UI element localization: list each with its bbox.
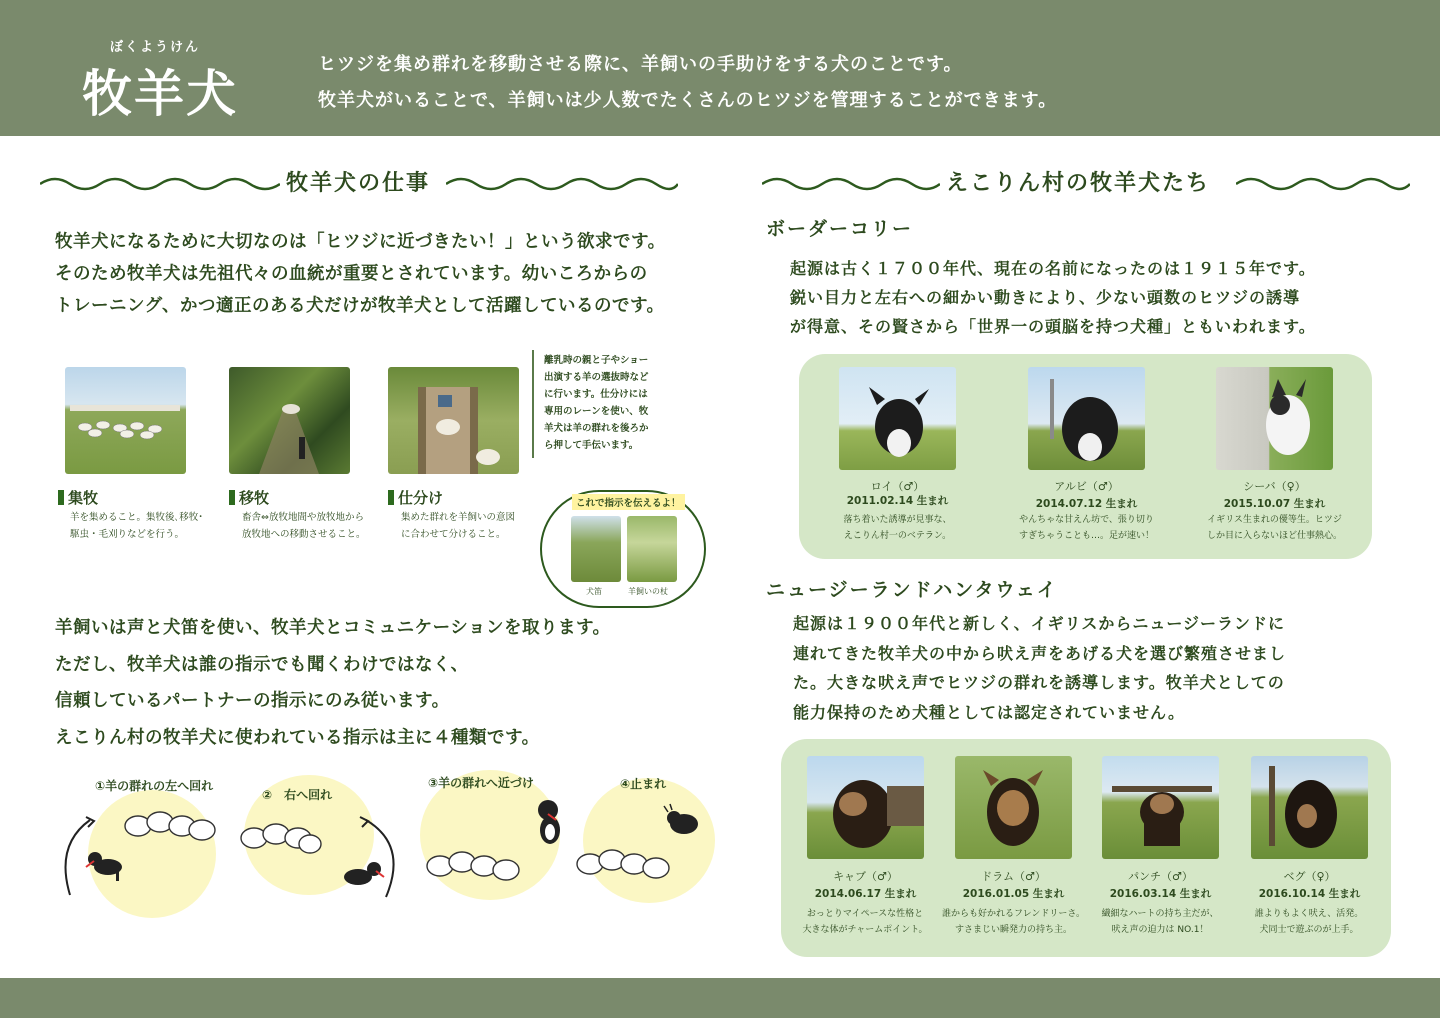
dog-desc-line: 誰からも好かれるフレンドリーさ。 bbox=[941, 909, 1086, 919]
dog-desc-sheba bbox=[1192, 512, 1357, 544]
note-line: ら押して手伝います。 bbox=[544, 440, 639, 451]
wave-decoration-left-2 bbox=[446, 172, 678, 192]
wave-decoration-left-1 bbox=[40, 172, 280, 192]
comm-line: えこりん村の牧羊犬に使われている指示は主に４種類です。 bbox=[55, 727, 540, 748]
command-label-4: ④止まれ bbox=[620, 777, 667, 791]
note-line: 羊犬は羊の群れを後ろか bbox=[544, 423, 649, 434]
breed-text-line: 連れてきた牧羊犬の中から吠え声をあげる犬を選び繁殖させまし bbox=[793, 643, 1287, 663]
bubble-item-staff: 羊飼いの杖 bbox=[628, 587, 668, 596]
dog-desc-line: 誰よりもよく吠え、活発。 bbox=[1254, 909, 1364, 919]
page-title: 牧羊犬 bbox=[82, 65, 238, 123]
dog-birth-albi: 2014.07.12 生まれ bbox=[1035, 498, 1138, 510]
dog-desc-line: 大きな体がチャームポイント。 bbox=[802, 925, 928, 935]
photo-staff bbox=[627, 516, 677, 582]
dog-desc-albi bbox=[1006, 512, 1167, 544]
sheep-group-icon bbox=[120, 802, 220, 848]
work-desc-line: 羊を集めること。集牧後､移牧･ bbox=[70, 512, 204, 523]
breed-title-border-collie: ボーダーコリー bbox=[766, 218, 914, 240]
section-title-dogs: えこりん村の牧羊犬たち bbox=[946, 171, 1211, 196]
work-desc-sorting bbox=[401, 509, 515, 543]
work-label-gathering: 集牧 bbox=[58, 487, 98, 508]
note-divider bbox=[532, 350, 534, 458]
section-title-work: 牧羊犬の仕事 bbox=[286, 171, 431, 196]
dog-desc-line: 落ち着いた誘導が見事な、 bbox=[843, 515, 952, 525]
breed-text-line: 起源は古く１７００年代、現在の名前になったのは１９１５年です。 bbox=[790, 259, 1316, 278]
wave-decoration-right-2 bbox=[1236, 172, 1410, 192]
dog-desc-line: 犬同士で遊ぶのが上手。 bbox=[1259, 925, 1359, 935]
dog-birth-drum: 2016.01.05 生まれ bbox=[962, 888, 1065, 900]
wave-decoration-right-1 bbox=[762, 172, 940, 192]
note-line: 専用のレーンを使い、牧 bbox=[544, 406, 649, 417]
photo-dog-drum bbox=[955, 756, 1072, 859]
breed-text-line: が得意、その賢さから「世界一の頭脳を持つ犬種」ともいわれます。 bbox=[790, 317, 1316, 336]
comm-line: 信頼しているパートナーの指示にのみ従います。 bbox=[55, 691, 450, 711]
dog-name-albi: アルビ（♂） bbox=[1054, 480, 1119, 493]
footer-band bbox=[0, 978, 1440, 1018]
dog-desc-peg bbox=[1236, 906, 1382, 938]
dog-run-right-icon bbox=[336, 815, 416, 905]
work-desc-gathering bbox=[70, 509, 203, 543]
sorting-note bbox=[544, 352, 649, 454]
breed-text-line: 能力保持のため犬種としては認定されていません。 bbox=[793, 702, 1185, 722]
breed-text-line: た。大きな吠え声でヒツジの群れを誘導します。牧羊犬としての bbox=[793, 673, 1285, 692]
dog-desc-line: やんちゃな甘えん坊で、張り切り bbox=[1019, 515, 1154, 525]
work-desc-line: 駆虫・毛刈りなどを行う。 bbox=[70, 529, 185, 540]
bubble-heading: これで指示を伝えるよ！ bbox=[572, 494, 685, 510]
dog-birth-roy: 2011.02.14 生まれ bbox=[846, 495, 949, 507]
header-line-1: ヒツジを集め群れを移動させる際に、羊飼いの手助けをする犬のことです。 bbox=[318, 54, 963, 75]
note-line: 出演する羊の選抜時など bbox=[544, 372, 649, 383]
note-line: 離乳時の親と子やショー bbox=[544, 355, 649, 366]
dog-name-roy: ロイ（♂） bbox=[870, 480, 925, 493]
dog-desc-line: 吠え声の迫力は NO.1！ bbox=[1111, 925, 1209, 935]
title-ruby: ぼくようけん bbox=[110, 40, 201, 55]
command-label-1: ①羊の群れの左へ回れ bbox=[95, 779, 214, 793]
dog-birth-punch: 2016.03.14 生まれ bbox=[1109, 888, 1212, 900]
comm-line: 羊飼いは声と犬笛を使い、牧羊犬とコミュニケーションを取ります。 bbox=[55, 618, 611, 638]
photo-dog-sheba bbox=[1216, 367, 1333, 470]
intro-text bbox=[55, 226, 666, 322]
header-line-2: 牧羊犬がいることで、羊飼いは少人数でたくさんのヒツジを管理することができます。 bbox=[318, 90, 1058, 111]
dog-birth-sheba: 2015.10.07 生まれ bbox=[1223, 498, 1326, 510]
dog-name-drum: ドラム（♂） bbox=[981, 870, 1046, 883]
photo-sorting bbox=[388, 367, 519, 474]
dog-approach-icon bbox=[526, 796, 576, 856]
work-desc-moving bbox=[242, 509, 366, 543]
comm-line: ただし、牧羊犬は誰の指示でも聞くわけではなく、 bbox=[55, 654, 469, 675]
photo-dog-albi bbox=[1028, 367, 1145, 470]
breed-text-line: 鋭い目力と左右への細かい動きにより、少ない頭数のヒツジの誘導 bbox=[790, 288, 1301, 307]
communication-text bbox=[55, 610, 611, 756]
border-collie-text bbox=[790, 254, 1316, 341]
sheep-group-icon bbox=[572, 838, 676, 890]
dog-name-sheba: シーバ（♀） bbox=[1243, 480, 1306, 493]
dog-desc-line: すさまじい瞬発力の持ち主。 bbox=[954, 925, 1072, 935]
dog-desc-drum bbox=[930, 906, 1097, 938]
command-label-3: ③羊の群れへ近づけ bbox=[428, 776, 534, 790]
work-label-sorting: 仕分け bbox=[388, 487, 443, 508]
photo-dog-punch bbox=[1102, 756, 1219, 859]
work-desc-line: 集めた群れを羊飼いの意図 bbox=[401, 512, 516, 523]
intro-line: 牧羊犬になるために大切なのは「ヒツジに近づきたい！」という欲求です。 bbox=[55, 232, 666, 252]
dog-birth-cab: 2014.06.17 生まれ bbox=[814, 888, 917, 900]
note-line: に行います。仕分けには bbox=[544, 389, 648, 400]
dog-stop-icon bbox=[660, 802, 706, 842]
sheep-group-icon bbox=[422, 842, 526, 890]
work-label-moving: 移牧 bbox=[229, 487, 269, 508]
photo-moving bbox=[229, 367, 350, 474]
dog-run-left-icon bbox=[50, 815, 130, 905]
intro-line: そのため牧羊犬は先祖代々の血統が重要とされています。幼いころからの bbox=[55, 264, 648, 284]
dog-name-punch: パンチ（♂） bbox=[1128, 870, 1193, 883]
breed-title-huntaway: ニュージーランドハンタウェイ bbox=[766, 579, 1058, 601]
work-desc-line: 畜舎⇔放牧地間や放牧地から bbox=[242, 512, 364, 523]
dog-desc-line: しか目に入らないほど仕事熱心。 bbox=[1206, 531, 1342, 541]
dog-desc-punch bbox=[1085, 906, 1235, 938]
dog-name-peg: ベグ（♀） bbox=[1283, 870, 1336, 883]
photo-dog-cab bbox=[807, 756, 924, 859]
dog-birth-peg: 2016.10.14 生まれ bbox=[1258, 888, 1361, 900]
dog-desc-line: おっとりマイペースな性格と bbox=[806, 909, 924, 919]
bubble-item-whistle: 犬笛 bbox=[586, 587, 602, 596]
work-desc-line: 放牧地への移動させること。 bbox=[242, 529, 366, 540]
dog-name-cab: キャブ（♂） bbox=[833, 870, 898, 883]
intro-line: トレーニング、かつ適正のある犬だけが牧羊犬として活躍しているのです。 bbox=[55, 296, 665, 316]
dog-desc-line: 繊細なハートの持ち主だが、 bbox=[1101, 909, 1219, 919]
dog-desc-roy bbox=[819, 512, 976, 544]
breed-text-line: 起源は１９００年代と新しく、イギリスからニュージーランドに bbox=[793, 614, 1286, 633]
work-desc-line: に合わせて分けること。 bbox=[401, 529, 506, 540]
dog-desc-line: すぎちゃうことも…。足が速い！ bbox=[1018, 531, 1154, 541]
huntaway-text bbox=[793, 609, 1286, 727]
photo-dog-peg bbox=[1251, 756, 1368, 859]
sheep-group-icon bbox=[236, 814, 326, 860]
header-band bbox=[0, 0, 1440, 136]
photo-herding bbox=[65, 367, 186, 474]
dog-desc-line: イギリス生まれの優等生。ヒツジ bbox=[1207, 515, 1342, 525]
dog-desc-cab bbox=[790, 906, 940, 938]
photo-whistle bbox=[571, 516, 621, 582]
dog-desc-line: えこりん村一のベテラン。 bbox=[843, 531, 952, 541]
command-label-2: ② 右へ回れ bbox=[262, 788, 333, 802]
photo-dog-roy bbox=[839, 367, 956, 470]
